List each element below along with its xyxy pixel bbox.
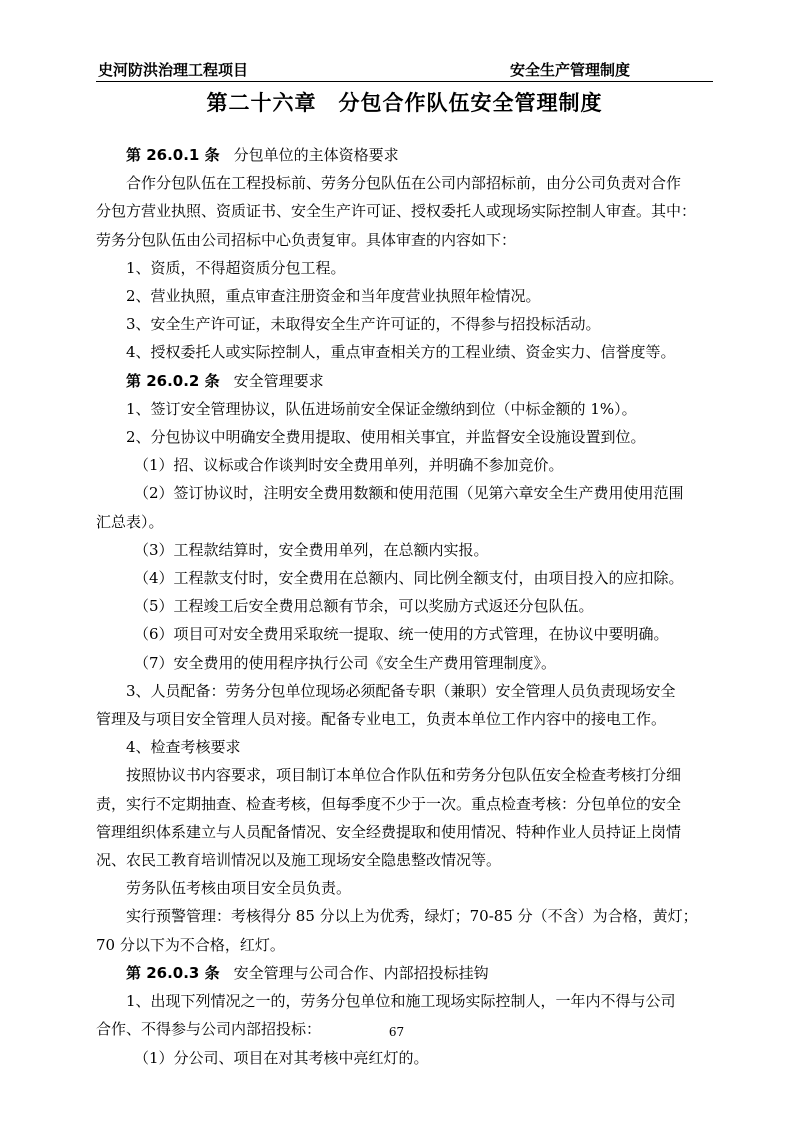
document-body	[96, 141, 716, 1072]
sub-list-item: （2）签订协议时，注明安全费用数额和使用范围（见第六章安全生产费用使用范围	[134, 484, 684, 503]
list-item: 4、授权委托人或实际控制人，重点审查相关方的工程业绩、资金实力、信誉度等。	[126, 343, 676, 362]
paragraph-line: 劳务队伍考核由项目安全员负责。	[126, 879, 352, 898]
list-item: 3、安全生产许可证，未取得安全生产许可证的，不得参与招投标活动。	[126, 315, 601, 334]
list-item: 1、出现下列情况之一的，劳务分包单位和施工现场实际控制人，一年内不得与公司	[126, 992, 676, 1011]
sub-list-item: （1）招、议标或合作谈判时安全费用单列，并明确不参加竞价。	[134, 456, 564, 475]
paragraph-line: 70 分以下为不合格，红灯。	[96, 935, 285, 954]
paragraph-line: 汇总表）。	[96, 512, 164, 531]
paragraph-line: 分包方营业执照、资质证书、安全生产许可证、授权委托人或现场实际控制人审查。其中：	[96, 202, 697, 221]
chapter-title: 第二十六章 分包合作队伍安全管理制度	[206, 91, 603, 115]
paragraph-line: 管理组织体系建立与人员配备情况、安全经费提取和使用情况、特种作业人员持证上岗情	[96, 822, 682, 841]
paragraph-line: 管理及与项目安全管理人员对接。配备专业电工，负责本单位工作内容中的接电工作。	[96, 710, 667, 729]
page-number: 67	[388, 1025, 405, 1039]
list-item: 4、检查考核要求	[126, 738, 241, 757]
list-item: 2、分包协议中明确安全费用提取、使用相关事宜，并监督安全设施设置到位。	[126, 428, 646, 447]
sub-list-item: （4）工程款支付时，安全费用在总额内、同比例全额支付，由项目投入的应扣除。	[134, 569, 684, 588]
sub-list-item: （7）安全费用的使用程序执行公司《安全生产费用管理制度》。	[134, 653, 557, 672]
section-number: 第 26.0.2 条	[126, 371, 220, 390]
section-heading-26-0-3	[96, 959, 716, 987]
sub-list-item: （1）分公司、项目在对其考核中亮红灯的。	[134, 1048, 429, 1067]
section-heading-26-0-1	[96, 141, 716, 169]
paragraph-line: 劳务分包队伍由公司招标中心负责复审。具体审查的内容如下：	[96, 230, 517, 249]
list-item: 3、人员配备：劳务分包单位现场必须配备专职（兼职）安全管理人员负责现场安全	[126, 681, 676, 700]
section-number: 第 26.0.1 条	[126, 146, 220, 164]
section-heading-26-0-2	[96, 367, 716, 395]
section-title: 安全管理与公司合作、内部招投标挂钩	[233, 963, 489, 982]
sub-list-item: （3）工程款结算时，安全费用单列，在总额内实报。	[134, 540, 489, 559]
paragraph-line: 责，实行不定期抽查、检查考核，但每季度不少于一次。重点检查考核：分包单位的安全	[96, 794, 682, 813]
list-item: 1、资质，不得超资质分包工程。	[126, 258, 346, 277]
paragraph-line: 合作、不得参与公司内部招投标：	[96, 1020, 322, 1039]
list-item: 1、签订安全管理协议，队伍进场前安全保证金缴纳到位（中标金额的 1%）。	[126, 399, 637, 418]
section-number: 第 26.0.3 条	[126, 963, 220, 982]
paragraph-line: 实行预警管理：考核得分 85 分以上为优秀，绿灯；70-85 分（不含）为合格，黄灯；	[126, 907, 698, 926]
header-project-name: 史河防洪治理工程项目	[98, 61, 249, 79]
paragraph-line: 合作分包队伍在工程投标前、劳务分包队伍在公司内部招标前，由分公司负责对合作	[126, 174, 682, 193]
paragraph-line: 按照协议书内容要求，项目制订本单位合作队伍和劳务分包队伍安全检查考核打分细	[126, 766, 682, 785]
section-title: 安全管理要求	[233, 371, 324, 390]
list-item: 2、营业执照，重点审查注册资金和当年度营业执照年检情况。	[126, 287, 541, 306]
page-header	[96, 57, 713, 82]
header-document-name: 安全生产管理制度	[510, 61, 631, 79]
sub-list-item: （5）工程竣工后安全费用总额有节余，可以奖励方式返还分包队伍。	[134, 597, 594, 616]
paragraph-line: 况、农民工教育培训情况以及施工现场安全隐患整改情况等。	[96, 851, 502, 870]
sub-list-item: （6）项目可对安全费用采取统一提取、统一使用的方式管理，在协议中要明确。	[134, 625, 669, 644]
section-title: 分包单位的主体资格要求	[233, 146, 399, 164]
